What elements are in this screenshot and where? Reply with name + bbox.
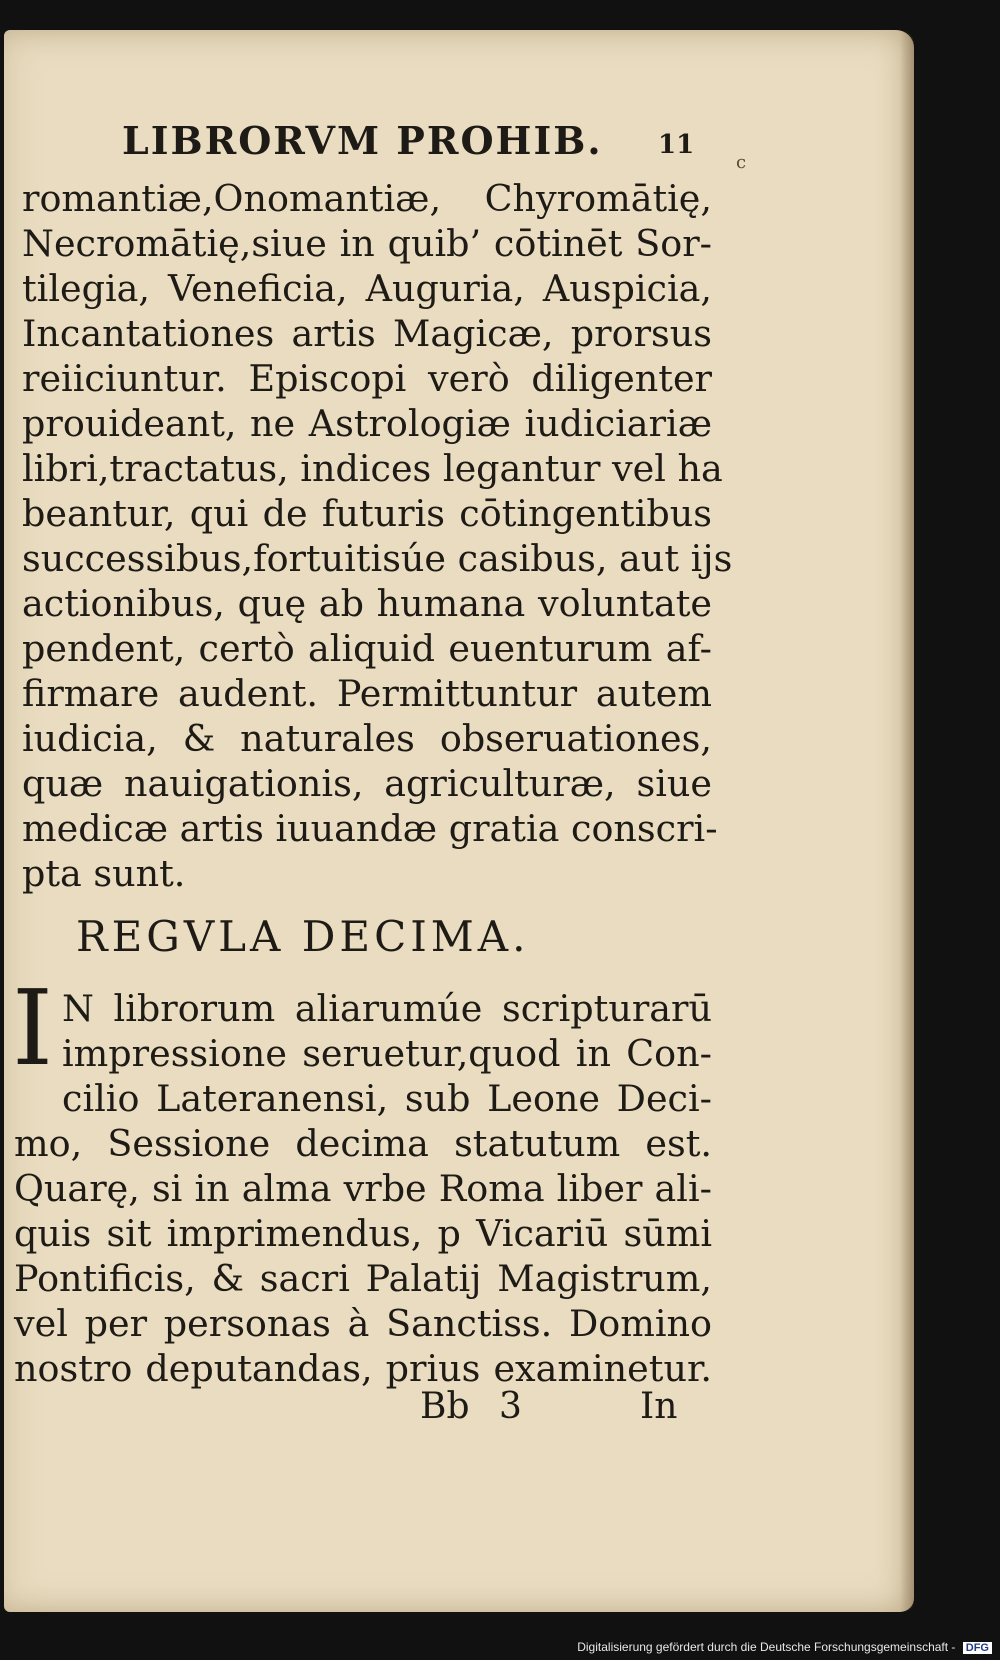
text-line: Pontificis, & sacri Palatij Magistrum, — [14, 1257, 712, 1300]
text-line: reiiciuntur. Episcopi verò diligenter — [22, 357, 712, 400]
text-line: beantur, qui de futuris cōtingentibus — [22, 492, 712, 535]
digitization-credit — [577, 1640, 992, 1654]
text-line: mo, Sessione decima statutum est. — [14, 1122, 712, 1165]
paragraph-body-1 — [22, 176, 733, 896]
text-line: Incantationes artis Magicæ, prorsus — [22, 312, 712, 355]
text-line: quis sit imprimendus, p Vicariū sūmi — [14, 1212, 712, 1255]
text-line: pendent, certò aliquid euenturum af- — [22, 627, 712, 670]
dfg-logo-badge: DFG — [963, 1642, 992, 1654]
text-line: Necromātię,siue in quib’ cōtinēt Sor- — [22, 222, 712, 265]
text-line: libri,tractatus, indices legantur vel ha — [22, 447, 723, 490]
signature-mark: Bb 3 — [420, 1386, 522, 1427]
drop-initial: I — [12, 967, 54, 1089]
text-line: firmare audent. Permittuntur autem — [22, 672, 712, 715]
text-line: prouideant, ne Astrologiæ iudiciariæ — [22, 402, 712, 445]
text-line: Quarę, si in alma vrbe Roma liber ali- — [14, 1167, 712, 1210]
text-line: romantiæ,Onomantiæ, Chyromātię, — [22, 177, 712, 220]
margin-mark: c — [736, 152, 747, 173]
text-line: N librorum aliarumúe scripturarū — [62, 987, 712, 1030]
text-line: nostro deputandas, prius examinetur. — [14, 1347, 712, 1390]
text-line: pta sunt. — [22, 852, 186, 895]
text-line: successibus,fortuitisúe casibus, aut ijs — [22, 537, 733, 580]
text-line: actionibus, quę ab humana voluntate — [22, 582, 712, 625]
text-line: cilio Lateranensi, sub Leone Deci- — [62, 1077, 712, 1120]
text-line: tilegia, Veneficia, Auguria, Auspicia, — [22, 267, 712, 310]
text-line: quæ nauigationis, agriculturæ, siue — [22, 762, 712, 805]
catchword: In — [640, 1386, 678, 1427]
running-head: LIBRORVM PROHIB. — [122, 118, 603, 163]
text-line: impressione seruetur,quod in Con- — [62, 1032, 712, 1075]
text-line: medicæ artis iuuandæ gratia conscri- — [22, 807, 718, 850]
folio-number: 11 — [658, 130, 695, 160]
text-line: iudicia, & naturales obseruationes, — [22, 717, 712, 760]
section-heading: REGVLA DECIMA. — [76, 912, 530, 961]
page-edge-shadow — [900, 30, 914, 1612]
credit-text: Digitalisierung gefördert durch die Deutsche Forschungsgemeinschaft - — [577, 1640, 956, 1654]
text-line: vel per personas à Sanctiss. Domino — [14, 1302, 712, 1345]
paragraph-body-2 — [14, 986, 712, 1391]
